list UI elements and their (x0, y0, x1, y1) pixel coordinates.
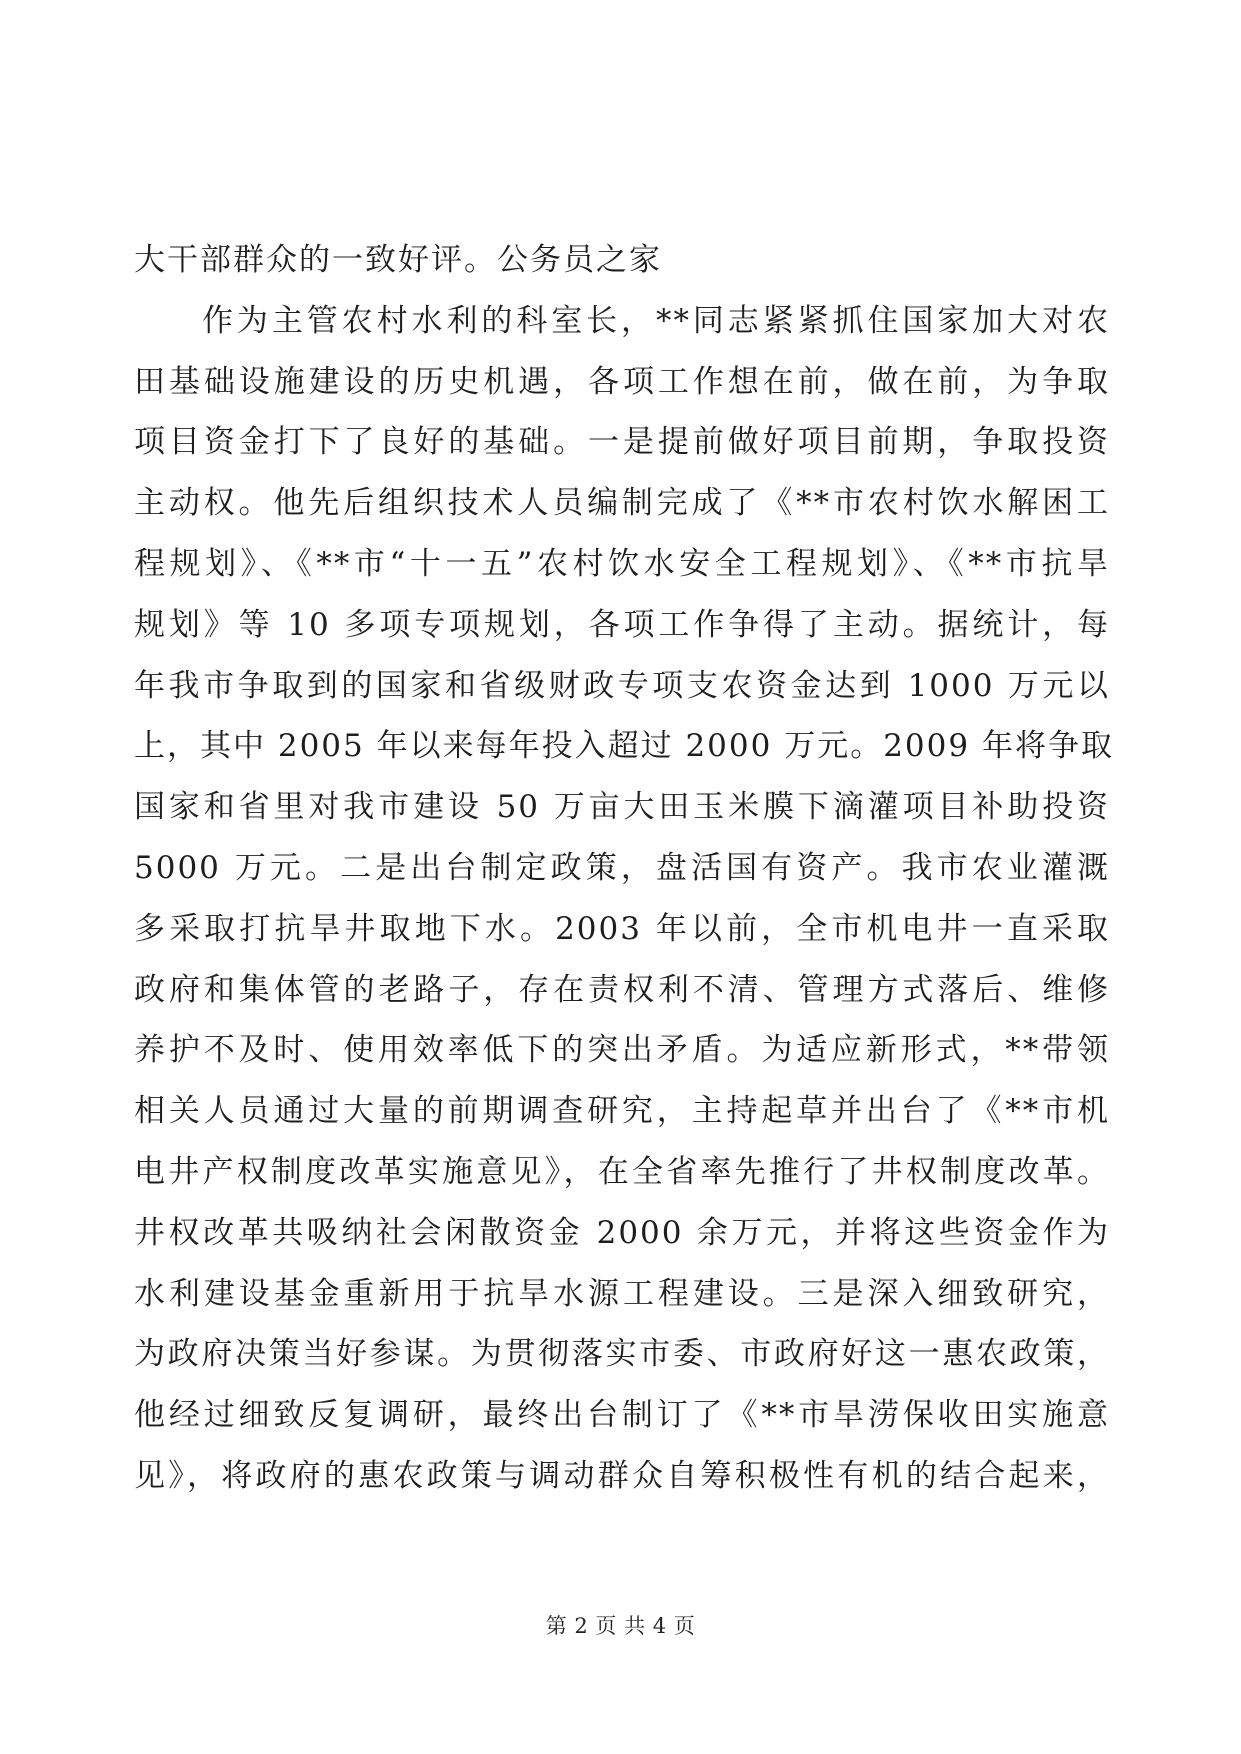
text-line: 年我市争取到的国家和省级财政专项支农资金达到 1000 万元以 (134, 667, 1110, 704)
text-line: 他经过细致反复调研，最终出台制订了《**市旱涝保收田实施意 (134, 1397, 1110, 1434)
text-line: 井权改革共吸纳社会闲散资金 2000 余万元，并将这些资金作为 (134, 1214, 1110, 1251)
text-line: 政府和集体管的老路子，存在责权利不清、管理方式落后、维修 (134, 971, 1110, 1008)
text-line: 5000 万元。二是出台制定政策，盘活国有资产。我市农业灌溉 (134, 849, 1110, 886)
text-line: 主动权。他先后组织技术人员编制完成了《**市农村饮水解困工 (134, 485, 1110, 522)
text-line: 程规划》、《**市“十一五”农村饮水安全工程规划》、《**市抗旱 (134, 545, 1110, 582)
text-line: 项目资金打下了良好的基础。一是提前做好项目前期，争取投资 (134, 424, 1110, 461)
text-line: 电井产权制度改革实施意见》，在全省率先推行了井权制度改革。 (134, 1153, 1110, 1190)
page-number-footer: 第 2 页 共 4 页 (545, 1614, 696, 1638)
text-line: 多采取打抗旱井取地下水。2003 年以前，全市机电井一直采取 (134, 910, 1110, 947)
text-line: 相关人员通过大量的前期调查研究，主持起草并出台了《**市机 (134, 1093, 1110, 1130)
text-line: 上，其中 2005 年以来每年投入超过 2000 万元。2009 年将争取 (134, 728, 1114, 765)
text-line: 国家和省里对我市建设 50 万亩大田玉米膜下滴灌项目补助投资 (134, 789, 1110, 826)
text-line: 养护不及时、使用效率低下的突出矛盾。为适应新形式，**带领 (134, 1032, 1110, 1069)
body-text (134, 230, 1114, 1507)
text-line: 水利建设基金重新用于抗旱水源工程建设。三是深入细致研究， (134, 1275, 1110, 1312)
text-line: 规划》等 10 多项专项规划，各项工作争得了主动。据统计，每 (134, 606, 1110, 643)
text-line: 见》，将政府的惠农政策与调动群众自筹积极性有机的结合起来， (134, 1457, 1110, 1494)
text-line: 田基础设施建设的历史机遇，各项工作想在前，做在前，为争取 (134, 363, 1110, 400)
text-line: 为政府决策当好参谋。为贯彻落实市委、市政府好这一惠农政策， (134, 1336, 1110, 1373)
text-line: 作为主管农村水利的科室长，**同志紧紧抓住国家加大对农 (202, 302, 1110, 339)
text-line: 大干部群众的一致好评。公务员之家 (134, 242, 662, 278)
